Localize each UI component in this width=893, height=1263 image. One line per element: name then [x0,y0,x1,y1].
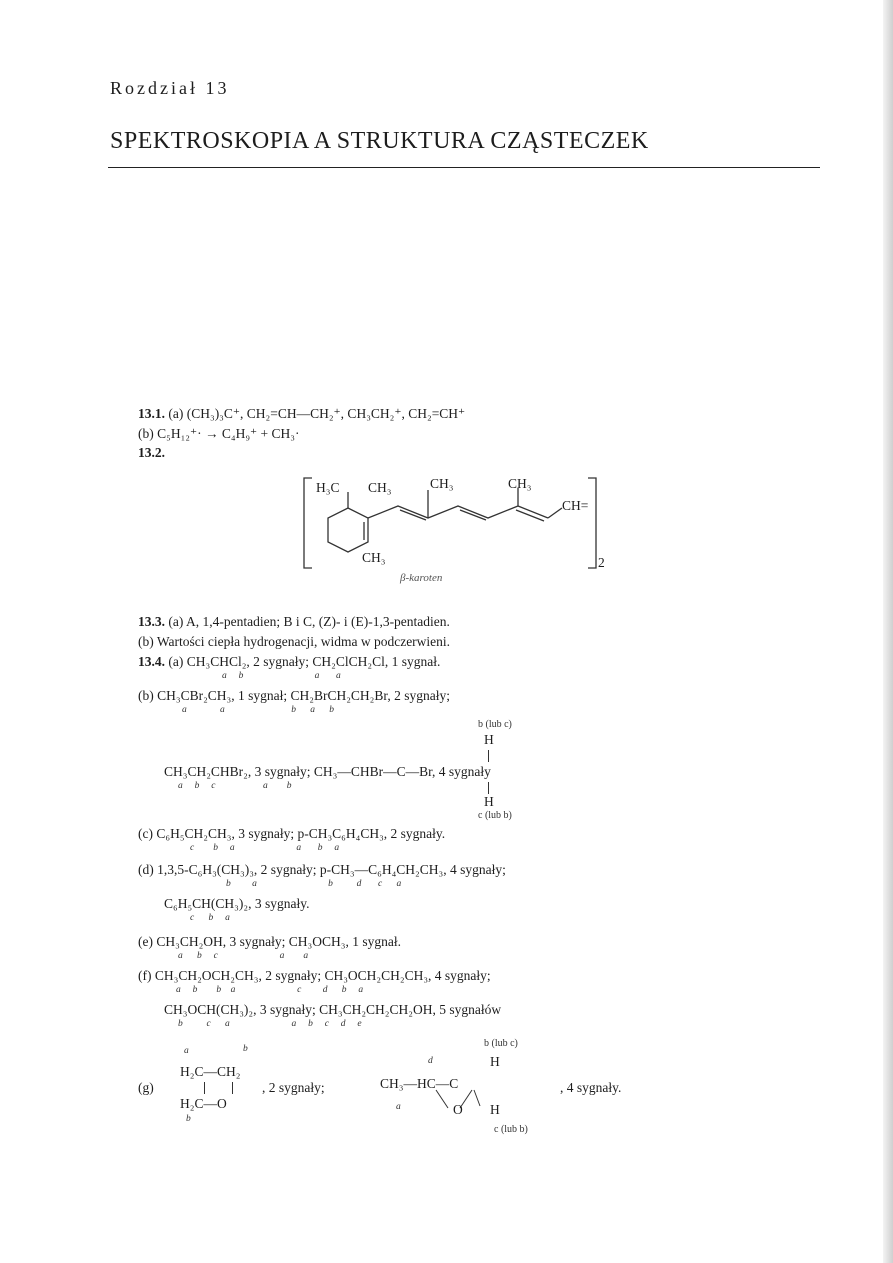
chapter-heading: Rozdział 13 [110,78,230,98]
hydrogen-bottom: H [490,1102,500,1117]
answer-number: 13.1. [138,406,165,421]
structure-ch3-chain-2: CH₃ [508,476,532,491]
answer-13-4-d1: (d) 1,3,5-C₆H₃(CH₃)₃, 2 sygnały; p-CH₃—C₆H₄CH₂CH₃, 4 sygnały; [138,862,506,877]
answer-13-3-b: (b) Wartości ciepła hydrogenacji, widma w podczerwieni. [138,634,451,649]
structure-ch3-ring: CH₃ [362,550,386,565]
proton-labels: c b a [190,913,230,923]
answer-13-4-b2: CH₃CH₂CHBr₂, 3 sygnały; CH₃—CHBr—C—Br, 4 sygnały [164,764,491,779]
proton-labels: a b c a b [178,781,292,791]
answer-13-4-f1: (f) CH₃CH₂OCH₂CH₃, 2 sygnały; CH₃OCH₂CH₂CH₃, 4 sygnały; [138,968,491,983]
proton-label: b [186,1114,191,1124]
hydrogen-top: H [490,1054,500,1069]
proton-labels: a b c a a [178,951,309,961]
title-divider [108,167,820,168]
epoxide-chain: CH₃—HC—C [380,1076,459,1091]
structure-dimer-subscript: 2 [598,555,605,570]
epoxide-oxygen: O [453,1102,463,1117]
answer-number: 13.4. [138,654,165,669]
stereo-note-bottom: c (lub b) [478,810,512,821]
answer-13-4-a [138,654,440,670]
proton-label: a [396,1102,401,1112]
answer-number: 13.3. [138,614,165,629]
proton-labels: a a b a b [182,705,334,715]
oxetane-bottom: H₂C—O [180,1096,227,1111]
proton-label: b [243,1044,248,1054]
proton-labels: a b a a [222,671,341,681]
ring-bond [204,1082,205,1094]
hydrogen-bottom: H [484,794,494,809]
answer-13-4-c: (c) C₆H₅CH₂CH₃, 3 sygnały; p-CH₃C₆H₄CH₃, 2 sygnały. [138,826,446,841]
ring-bond [232,1082,233,1094]
scan-edge-shadow [883,0,893,1263]
beta-carotene-structure [300,470,610,580]
bond-vertical [488,750,489,762]
bond-vertical [488,782,489,794]
structure-ch3-gem: CH₃ [368,480,392,495]
answer-13-4-d2: C₆H₅CH(CH₃)₂, 3 sygnały. [164,896,310,911]
stereo-note-bottom: c (lub b) [494,1124,528,1135]
stereo-note-top: b (lub c) [484,1038,518,1049]
chapter-title: SPEKTROSKOPIA A STRUKTURA CZĄSTECZEK [110,128,649,154]
answer-13-2-number: 13.2. [138,445,165,460]
signal-count: , 2 sygnały; [262,1080,325,1095]
signal-count: , 4 sygnały. [560,1080,622,1095]
answer-text: (a) A, 1,4-pentadien; B i C, (Z)- i (E)-1,3-pentadien. [168,614,450,629]
answer-13-1-b: (b) C₅H₁₂⁺· → C₄H₉⁺ + CH₃· [138,426,300,441]
structure-ch3-chain: CH₃ [430,476,454,491]
structure-ch-end: CH= [562,498,589,513]
answer-text: (a) (CH₃)₃C⁺, CH₂=CH—CH₂⁺, CH₃CH₂⁺, CH₂=CH⁺ [168,406,466,421]
structure-h3c: H₃C [316,480,340,495]
proton-labels: a b b a c d b a [176,985,364,995]
oxetane-top: H₂C—CH₂ [180,1064,241,1079]
stereo-note-top: b (lub c) [478,719,512,730]
answer-13-3 [138,614,450,630]
answer-text: (a) CH₃CHCl₂, 2 sygnały; CH₂ClCH₂Cl, 1 sygnał. [168,654,441,669]
proton-label: a [184,1046,189,1056]
answer-13-4-g-label: (g) [138,1080,154,1095]
proton-labels: b a b d c a [226,879,402,889]
proton-labels: c b a a b a [190,843,340,853]
proton-labels: b c a a b c d e [178,1019,362,1029]
hydrogen-top: H [484,732,494,747]
structure-caption: β-karoten [400,572,443,584]
answer-13-4-b1: (b) CH₃CBr₂CH₃, 1 sygnał; CH₂BrCH₂CH₂Br, 2 sygnały; [138,688,450,703]
answer-13-4-f2: CH₃OCH(CH₃)₂, 3 sygnały; CH₃CH₂CH₂CH₂OH, 5 sygnałów [164,1002,502,1017]
answer-13-4-e: (e) CH₃CH₂OH, 3 sygnały; CH₃OCH₃, 1 sygnał. [138,934,401,949]
proton-label: d [428,1056,433,1066]
answer-13-1 [138,406,465,422]
